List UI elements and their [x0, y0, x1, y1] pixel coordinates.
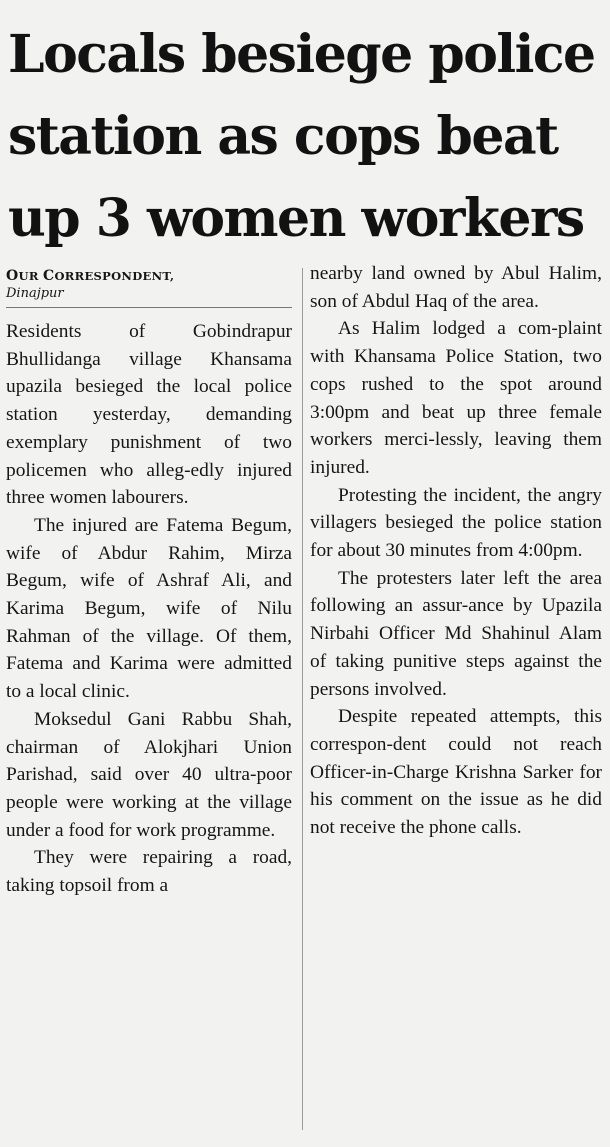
- paragraph-4: They were repairing a road, taking topsoil from a: [6, 847, 292, 897]
- byline-smallcaps-2: ORRESPONDENT,: [54, 269, 175, 283]
- headline-line-2: station as cops beat: [8, 106, 558, 167]
- article-columns: [6, 260, 602, 1140]
- column-right: [310, 260, 602, 842]
- paragraph-6: Protesting the incident, the angry villagers besieged the police station for about 30 minutes from 4:00pm.: [310, 484, 602, 562]
- byline-smallcaps-1: UR: [18, 269, 43, 283]
- paragraph-1: Residents of Gobindrapur Bhullidanga village Khansama upazila besieged the local police station yesterday, demanding exemplary punishment of two policemen who alleg-edly injured three women labourers.: [6, 321, 292, 509]
- headline-line-1: Locals besiege police: [8, 24, 595, 85]
- paragraph-8: Despite repeated attempts, this correspon-dent could not reach Officer-in-Charge Krishna Sarker for his comment on the issue as he did not receive the phone calls.: [310, 706, 602, 839]
- paragraph-7: The protesters later left the area following an assur-ance by Upazila Nirbahi Officer Md Shahinul Alam of taking punitive steps against the persons involved.: [310, 567, 602, 700]
- byline-initial-c: C: [43, 268, 55, 284]
- column-divider: [302, 268, 303, 1130]
- headline: [6, 14, 602, 260]
- paragraph-4-continued: nearby land owned by Abul Halim, son of Abdul Haq of the area.: [310, 263, 602, 312]
- paragraph-2: The injured are Fatema Begum, wife of Abdur Rahim, Mirza Begum, wife of Ashraf Ali, and Karima Begum, wife of Nilu Rahman of the village. Of them, Fatema and Karima were admitted to a local clinic.: [6, 514, 292, 703]
- paragraph-3: Moksedul Gani Rabbu Shah, chairman of Alokjhari Union Parishad, said over 40 ultra-poor people were working at the village under a food for work programme.: [6, 708, 292, 841]
- headline-line-3: up 3 women workers: [8, 188, 584, 249]
- byline-initial-o: O: [6, 268, 19, 284]
- paragraph-5: As Halim lodged a com-plaint with Khansama Police Station, two cops rushed to the spot around 3:00pm and beat up three female workers merci-lessly, leaving them injured.: [310, 318, 602, 478]
- byline: [6, 268, 292, 284]
- byline-divider: [6, 307, 292, 308]
- column-left: [6, 260, 292, 900]
- dateline: Dinajpur: [6, 286, 64, 301]
